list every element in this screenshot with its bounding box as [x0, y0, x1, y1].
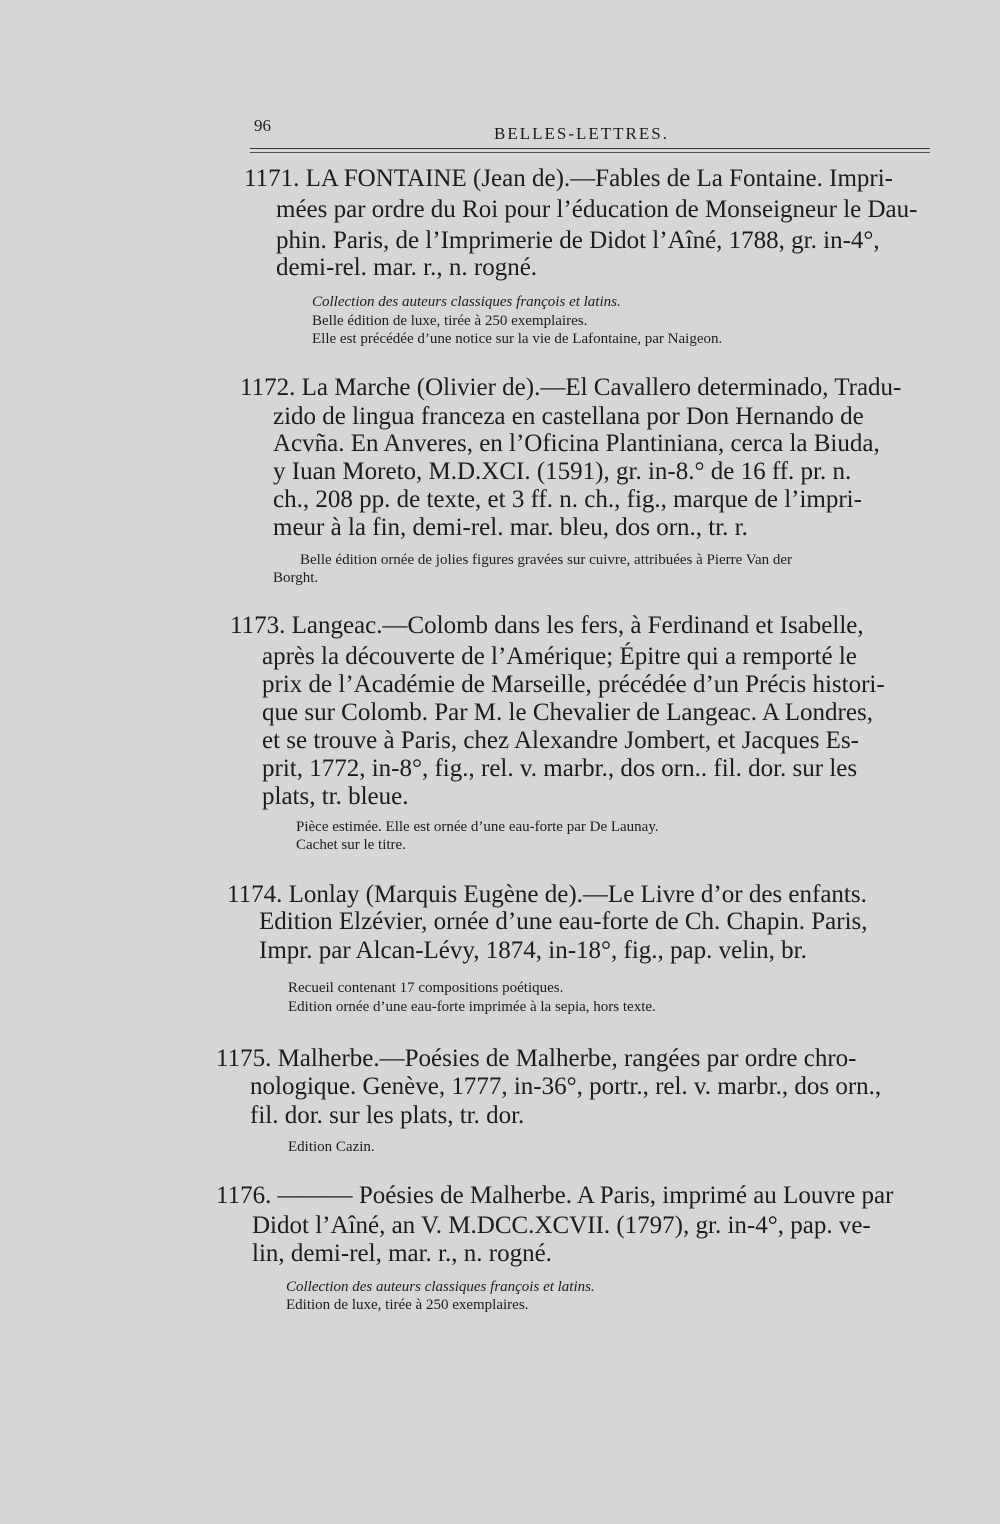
entry-line: plats, tr. bleue. — [262, 783, 409, 810]
entry-note: Belle édition de luxe, tirée à 250 exemplaires. — [312, 313, 588, 329]
entry-note: Collection des auteurs classiques françois et latins. — [286, 1279, 595, 1295]
entry-line: 1172. La Marche (Olivier de).—El Cavallero determinado, Tradu- — [240, 374, 902, 401]
entry-line: lin, demi-rel, mar. r., n. rogné. — [252, 1240, 552, 1267]
page-number: 96 — [254, 116, 271, 135]
entry-line: 1175. Malherbe.—Poésies de Malherbe, rangées par ordre chro- — [216, 1045, 857, 1072]
entry-note: Elle est précédée d’une notice sur la vie de Lafontaine, par Naigeon. — [312, 331, 723, 347]
entry-line: 1174. Lonlay (Marquis Eugène de).—Le Livre d’or des enfants. — [227, 881, 867, 908]
entry-note: Edition Cazin. — [288, 1139, 375, 1155]
entry-line: meur à la fin, demi-rel. mar. bleu, dos orn., tr. r. — [273, 514, 748, 541]
entry-line: ch., 208 pp. de texte, et 3 ff. n. ch., fig., marque de l’impri- — [273, 486, 862, 513]
entry-line: Acvña. En Anveres, en l’Oficina Plantiniana, cerca la Biuda, — [273, 430, 880, 457]
entry-line: phin. Paris, de l’Imprimerie de Didot l’Aîné, 1788, gr. in-4°, — [276, 227, 880, 254]
entry-line: fil. dor. sur les plats, tr. dor. — [250, 1102, 525, 1129]
entry-line: mées par ordre du Roi pour l’éducation de Monseigneur le Dau- — [276, 196, 918, 223]
page-header — [250, 116, 930, 152]
entry-line: nologique. Genève, 1777, in-36°, portr., rel. v. marbr., dos orn., — [250, 1073, 882, 1100]
entry-line: prit, 1772, in-8°, fig., rel. v. marbr., dos orn.. fil. dor. sur les — [262, 755, 858, 782]
entry-note: Cachet sur le titre. — [296, 837, 406, 853]
entry-note: Borght. — [273, 570, 319, 586]
entry-line: demi-rel. mar. r., n. rogné. — [276, 254, 538, 281]
entry-note: Edition ornée d’une eau-forte imprimée à la sepia, hors texte. — [288, 999, 656, 1015]
entry-line: Impr. par Alcan-Lévy, 1874, in-18°, fig., pap. velin, br. — [259, 937, 807, 964]
entry-line: après la découverte de l’Amérique; Épitre qui a remporté le — [262, 643, 857, 670]
entry-note: Pièce estimée. Elle est ornée d’une eau-forte par De Launay. — [296, 819, 659, 835]
entry-line: zido de lingua franceza en castellana por Don Hernando de — [273, 403, 864, 430]
running-title: BELLES-LETTRES. — [494, 124, 669, 143]
entry-line: Edition Elzévier, ornée d’une eau-forte de Ch. Chapin. Paris, — [259, 908, 868, 935]
entry-note: Edition de luxe, tirée à 250 exemplaires. — [286, 1297, 529, 1313]
entry-note: Recueil contenant 17 compositions poétiques. — [288, 980, 564, 996]
entry-line: Didot l’Aîné, an V. M.DCC.XCVII. (1797), gr. in-4°, pap. ve- — [252, 1212, 871, 1239]
entry-line: prix de l’Académie de Marseille, précédée d’un Précis histori- — [262, 671, 885, 698]
entry-line: y Iuan Moreto, M.D.XCI. (1591), gr. in-8.° de 16 ff. pr. n. — [273, 458, 852, 485]
header-rule — [250, 148, 930, 149]
entry-note: Belle édition ornée de jolies figures gravées sur cuivre, attribuées à Pierre Van der — [300, 552, 793, 568]
entry-line: 1171. LA FONTAINE (Jean de).—Fables de La Fontaine. Impri- — [244, 165, 894, 192]
entry-line: et se trouve à Paris, chez Alexandre Jombert, et Jacques Es- — [262, 727, 860, 754]
entry-line: 1173. Langeac.—Colomb dans les fers, à Ferdinand et Isabelle, — [230, 612, 864, 639]
entry-note: Collection des auteurs classiques françois et latins. — [312, 294, 621, 310]
entry-line: que sur Colomb. Par M. le Chevalier de Langeac. A Londres, — [262, 699, 873, 726]
header-rule — [250, 152, 930, 153]
entry-line: 1176. ——— Poésies de Malherbe. A Paris, imprimé au Louvre par — [216, 1182, 894, 1209]
